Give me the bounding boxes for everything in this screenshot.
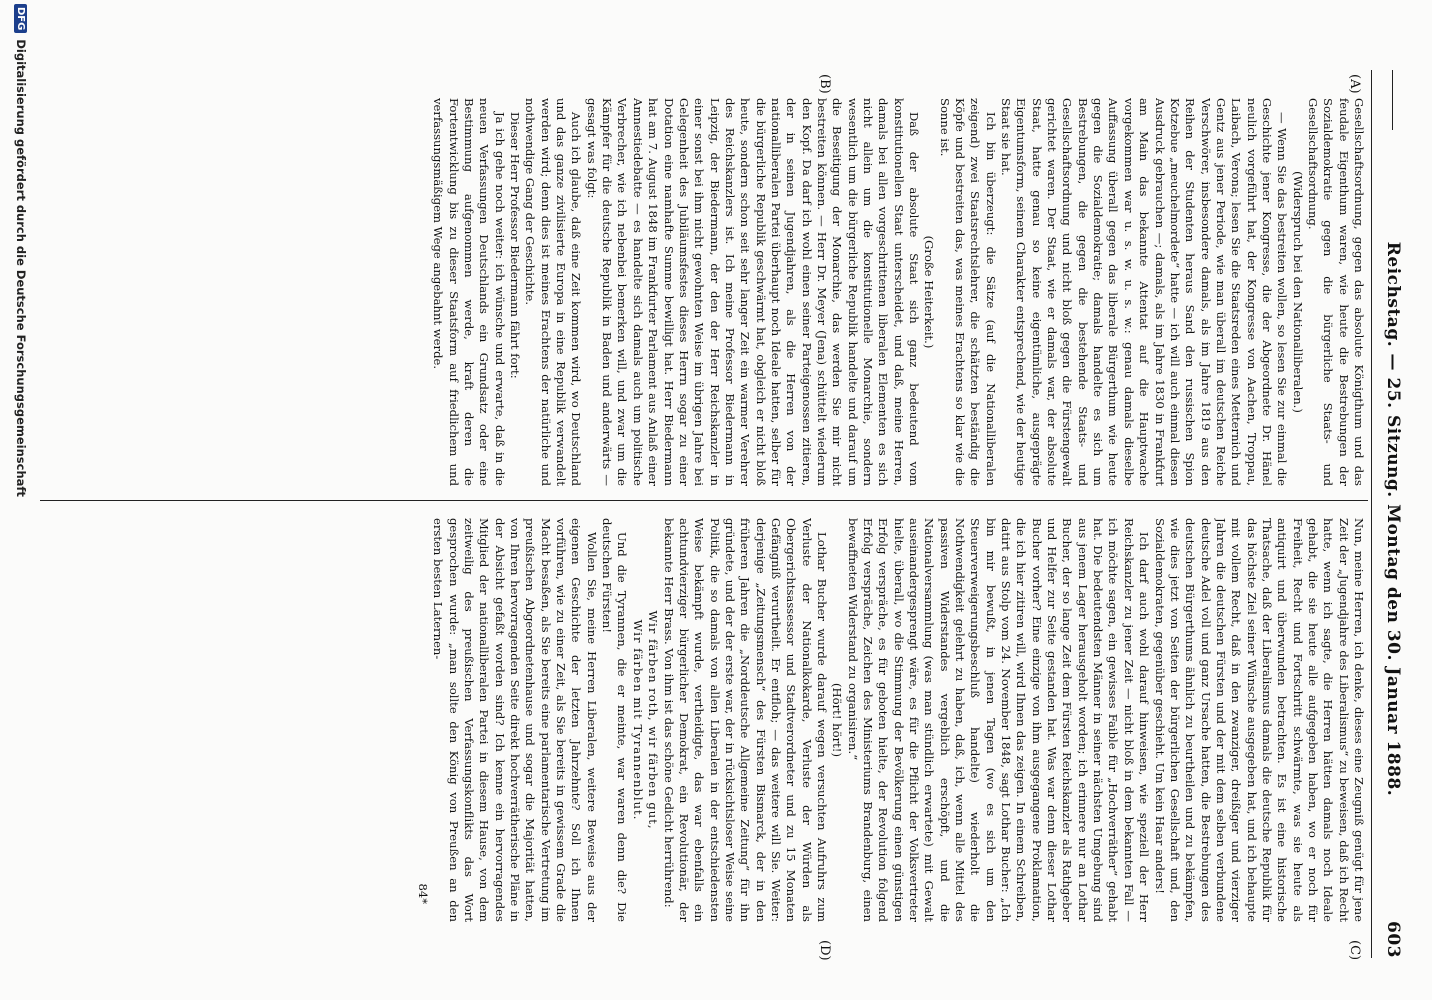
margin-mark-d: (D) xyxy=(817,940,832,961)
paragraph: Wollen Sie, meine Herren Liberalen, weitere Beweise aus der eigenen Geschichte der letzten Jahrzehnte? Soll ich Ihnen vorführen, wie zu einer Zeit, als Sie bereits in gewissem Grade die Macht besaßen, als Sie bereits eine parlamentarische Vertretung im preußischen Abgeordnetenhause und sogar die Majorität hatten, von Ihren hervorragenden Seite direkt hochverrätherische Pläne in der Absicht gefaßt worden sind? Ich kenne ein hervorragendes Mitglied der nationalliberalen Partei in diesem Hause, von dem zeitweilig des preußischen Verfassungskonflikts das Wort gesprochen wurde: „man sollte den König von Preußen an den ersten besten Laternen- xyxy=(431,518,599,922)
stage-direction: (Große Heiterkeit.) xyxy=(922,235,937,349)
dfg-logo: DFG xyxy=(15,4,28,33)
paragraph: Daß der absolute Staat sich ganz bedeutend vom konstitutionellen Staat unterscheidet, und daß, meine Herren, damals bei allen vorgeschrittenen liberalen Elementen es sich nicht allein um die konstitutionelle Monarchie, sondern wesentlich um die bürgerliche Republik handelte und darauf um die Beseitigung der Monarchie, das werden Sie mir nicht bestreiten können. — Herr Dr. Meyer (Jena) schüttelt wiederum den Kopf. Da darf ich wohl einen seiner Parteigenossen zitieren, der in seinen Jugendjahren, als die Herren von der nationalliberalen Partei überhaupt noch Ideale hatten, selber für die bürgerliche Republik geschwärmt hat, obgleich er nicht bloß heute, sondern schon seit sehr langer Zeit ein warmer Verehrer des Reichskanzlers ist. Ich meine Professor Biedermann in Leipzig, der Biedermann, der den der Herr Reichskanzler in einer sonst bei ihm nicht gewohnten Weise im übrigen Jahre bei Gelegenheit des Jubiläumsfestes dieses Herrn sogar zu einer Dotation eine namhafte Summe bewilligt hat. Herr Biedermann hat am 7. August 1848 im Frankfurter Parlament aus Anlaß einer Amnestiedebatte — es handelte sich damals auch um politische Verbrecher, wie ich nebenbei bemerken will, und zwar um die Kämpfer für die deutsche Republik in Baden und anderwärts — gesagt was folgt: xyxy=(584,98,922,486)
header-rule xyxy=(1371,70,1372,958)
header-title: Reichstag. — 25. Sitzung. Montag den 30. Januar 1888. xyxy=(1383,241,1403,797)
margin-mark-b: (B) xyxy=(817,74,832,94)
right-text-column xyxy=(60,518,1366,922)
verse-line: Wir färben roth, wir färben gut, xyxy=(646,610,661,830)
digitization-note: Digitalisierung gefördert durch die Deutsche Forschungsgemeinschaft xyxy=(14,39,28,497)
left-text-column xyxy=(60,98,1366,486)
paragraph: Gesellschaftsordnung, gegen das absolute Königthum und das feudale Eigenthum waren, wie heute die Bestrebungen der Sozialdemokratie gegen die bürgerliche Staats- und Gesellschaftsordnung. xyxy=(1305,98,1366,486)
verse-line: Wir färben mit Tyrannenblut. xyxy=(630,619,645,821)
running-header xyxy=(1376,70,1410,958)
paragraph: Nun, meine Herren, ich denke, dieses eine Zeugniß genügt für jene Zeit der „Jugendjahre des Liberalismus“ zu beweisen, daß ich Recht hatte, wenn ich sagte, die Herren hätten damals noch Ideale gehabt, die sie heute alle aufgegeben haben, wo er noch für Freiheit, Recht und Fortschritt schwärmte, was sie heute als antiquirt und überwunden betrachten. Es ist eine historische Thatsache, daß der Liberalismus damals die deutsche Republik für das höchste Ziel seiner Wünsche ausgegeben hat, und ich behaupte mit vollem Recht, daß in den zwanziger, dreißiger und vierziger Jahren die deutschen Fürsten und der mit dem selben verbundene deutsche Adel voll und ganz Ursache hatten, die Bestrebungen des deutschen Bürgerthums ähnlich zu beurtheilen und zu bekämpfen, wie dies jetzt von Seiten der bürgerlichen Gesellschaft und, den Sozialdemokraten, gegenüber geschieht. Um kein Haar anders! xyxy=(1152,518,1366,922)
paragraph: Und die Tyrannen, die er meinte, war waren denn die? Die deutschen Fürsten! xyxy=(600,518,630,922)
paragraph: — Wenn Sie das bestreiten wollen, so lesen Sie zur einmal die Geschichte jener Kongresse, die der Abgeordnete Dr. Hänel neulich vorgeführt hat, der Kongresse von Aachen, Troppau, Laibach, Verona; lesen Sie die Staatsreden eines Metternich und Gentz aus jener Periode, wie man überall im deutschen Reiche Verschwörer, insbesondere damals, als im Jahre 1819 aus den Reihen der Studenten heraus Sand den russischen Spion Kotzebue „meuchelmordete“ hatte — ich will auch einmal diesen Ausdruck gebrauchen —; damals, als im Jahre 1830 in Frankfurt am Main das bekannte Attentat auf die Hauptwache vorgekommen war u. s. w. u. s. w.: genau damals dieselbe Auffassung überall gegen das liberale Bürgerthum wie heute gegen die Sozialdemokratie; damals handelte es sich um Bestrebungen, die gegen die bestehende Staats- und Gesellschaftsordnung und nicht bloß gegen die Fürstengewalt gerichtet waren. Der Staat, wie er damals war, der absolute Staat, hatte genau so keine eigentümliche, ausgeprägte Eigentumsform, seinem Charakter entsprechend, wie der heutige Staat sie hat. xyxy=(999,98,1290,486)
signature-mark: 84* xyxy=(416,883,431,904)
stage-direction: (Widerspruch bei den Nationalliberalen.) xyxy=(1290,171,1305,413)
paragraph: Ich bin überzeugt: die Sätze (auf die Nationalliberalen zeigend) zwei Staatsrechtslehrer, die schätzten beständig die Köpfe und bestreiten das, was meines Erachtens so klar wie die Sonne ist. xyxy=(937,98,998,486)
column-divider xyxy=(40,500,1368,501)
margin-mark-a: (A) xyxy=(1347,74,1362,94)
quotation: Auch ich glaube, daß eine Zeit kommen wird, wo Deutschland und das ganze zivilisierte Europa in eine Republik verwandelt werden wird; denn dies ist meines Erachtens der natürliche und nothwendige Gang der Geschichte. xyxy=(523,98,584,486)
stage-direction: (Hört! hört!) xyxy=(830,683,845,757)
quotation: Ja ich gehe noch weiter: ich wünsche und erwarte, daß in die neuen Verfassungen Deutschlands ein Grundsatz oder eine Bestimmung aufgenommen werde, kraft deren die Fortentwicklung bis zu dieser Staatsform auf friedlichem und verfassungsmäßigem Wege angebahnt werde. xyxy=(431,98,507,486)
paragraph: Lothar Bucher wurde darauf wegen versuchten Aufruhrs zum Verluste der Nationalkokarde, Verluste der Würden als Obergerichtsassessor und Stadtverordneter und zu 15 Monaten Gefängniß verurtheilt. Er entfloh; — das weitere will Sie. Weiter: derjenige „Zeitungsmensch“ des Fürsten Bismarck, der in den früheren Jahren die „Norddeutsche Allgemeine Zeitung“ für ihn gründete, und der der erste war, der in rücksichtsloser Weise seine Politik, die so damals von allen Liberalen in der entschiedensten Weise bekämpft wurde, vertheidigte, das war ebenfalls ein achtundvierziger bürgerlicher Demokrat, ein Revolutionär, der bekannte Herr Brass. Von ihm ist das schöne Gedicht herrührend: xyxy=(661,518,829,922)
paragraph: Dieser Herr Professor Biedermann fährt fort: xyxy=(508,112,523,379)
margin-mark-c: (C) xyxy=(1347,940,1362,961)
digitization-footer xyxy=(14,4,28,497)
header-rule-left xyxy=(1393,70,1394,130)
paragraph: Ich darf auch wohl darauf hinweisen, wie speziell der Herr Reichskanzler zu jener Zeit — nicht bloß in dem bekannten Fall — ich möchte sagen, ein gewisses Faible für „Hochverräther“ gehabt hat. Die bedeutendsten Männer in seiner nächsten Umgebung sind aus jenem Lager herausgeholt worden; ich erinnere nur an Lothar Bucher, der so lange Zeit dem Fürsten Reichskanzler als Rathgeber und Helfer zur Seite gestanden hat. Was war denn dieser Lothar Bucher vorher? Eine einzige von ihm ausgegangene Proklamation, die ich hier zitiren will, wird Ihnen das zeigen. In einem Schreiben, datirt aus Stolp vom 24. November 1848, sagt Lothar Bucher: „Ich bin mir bewußt, in jenen Tagen (wo es sich um den Steuerverweigerungsbeschluß handelte) wiederholt die Nothwendigkeit gelehrt zu haben, daß, ich, wenn alle Mittel des passiven Widerstandes vergeblich erschöpft, und die Nationalversammlung (was man stündlich erwartete) mit Gewalt auseinandergesprengt wäre, es für die Pflicht der Volksvertreter hielte, überall, wo die Stimmung der Bevölkerung einen günstigen Erfolg verspräche, es für geboten hielte, der Revolution folgend Erfolg verspräche, Zeichen des Ministeriums Brandenburg, einen bewaffneten Widerstand zu organisiren.“ xyxy=(845,518,1152,922)
page-number: 603 xyxy=(1383,921,1403,958)
